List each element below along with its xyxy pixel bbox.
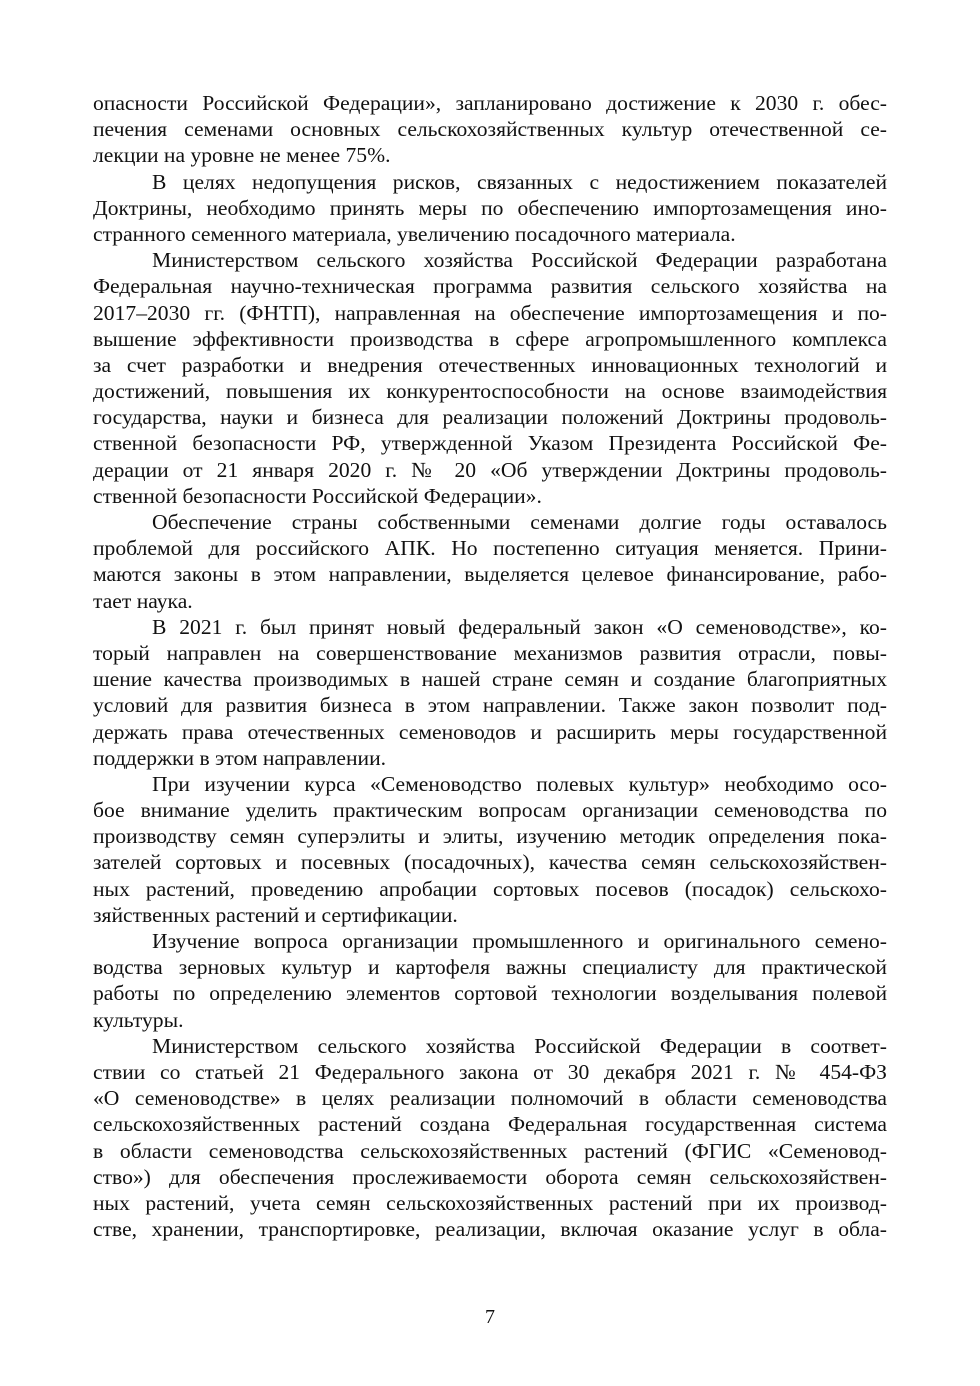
text-line: условий для развития бизнеса в этом направлении. Также закон позволит под- bbox=[93, 693, 887, 718]
paragraph bbox=[93, 90, 887, 169]
text-line: «О семеноводстве» в целях реализации полномочий в области семеноводства bbox=[93, 1086, 887, 1111]
text-line: шение качества производимых в нашей стране семян и создание благоприятных bbox=[93, 667, 887, 692]
text-line: сельскохозяйственных растений создана Федеральная государственная система bbox=[93, 1112, 887, 1137]
text-line: В 2021 г. был принят новый федеральный закон «О семеноводстве», ко- bbox=[152, 614, 887, 639]
paragraph bbox=[93, 169, 887, 248]
text-line: Министерством сельского хозяйства Российской Федерации в соответ- bbox=[152, 1033, 887, 1058]
text-line: Изучение вопроса организации промышленного и оригинального семено- bbox=[152, 929, 887, 953]
text-line: печения семенами основных сельскохозяйственных культур отечественной се- bbox=[93, 117, 887, 142]
text-line: ных растений, проведению апробации сортовых посевов (посадок) сельскохо- bbox=[93, 876, 887, 901]
text-line: Обеспечение страны собственными семенами долгие годы оставалось bbox=[152, 510, 887, 534]
text-line: ственной безопасности РФ, утвержденной Указом Президента Российской Фе- bbox=[93, 431, 887, 456]
text-line: При изучении курса «Семеноводство полевых культур» необходимо осо- bbox=[152, 771, 887, 796]
text-line: достижений, повышения их конкурентоспособности на основе взаимодействия bbox=[93, 379, 887, 404]
text-line: опасности Российской Федерации», запланировано достижение к 2030 г. обес- bbox=[93, 91, 887, 115]
body-text bbox=[93, 90, 887, 1242]
text-line: маются законы в этом направлении, выделяется целевое финансирование, рабо- bbox=[93, 562, 887, 587]
text-line: зяйственных растений и сертификации. bbox=[93, 902, 458, 927]
text-line: ственной безопасности Российской Федерации». bbox=[93, 483, 542, 508]
text-line: работы по определению элементов сортовой технологии возделывания полевой bbox=[93, 981, 887, 1006]
text-line: стве, хранении, транспортировке, реализации, включая оказание услуг в обла- bbox=[93, 1217, 887, 1242]
text-line: производству семян суперэлиты и элиты, изучению методик определения пока- bbox=[93, 824, 887, 849]
text-line: ных растений, учета семян сельскохозяйственных растений при их производ- bbox=[93, 1190, 887, 1215]
paragraph bbox=[93, 1033, 887, 1243]
paragraph bbox=[93, 509, 887, 614]
paragraph bbox=[93, 247, 887, 509]
text-line: водства зерновых культур и картофеля важны специалисту для практической bbox=[93, 955, 887, 980]
paragraph bbox=[93, 614, 887, 771]
text-line: бое внимание уделить практическим вопросам организации семеноводства по bbox=[93, 798, 887, 823]
text-line: тает наука. bbox=[93, 588, 193, 613]
text-line: за счет разработки и внедрения отечественных инновационных технологий и bbox=[93, 352, 887, 377]
text-line: проблемой для российского АПК. Но постепенно ситуация меняется. Прини- bbox=[93, 536, 887, 561]
text-line: лекции на уровне не менее 75%. bbox=[93, 143, 391, 168]
text-line: 2017–2030 гг. (ФНТП), направленная на обеспечение импортозамещения и по- bbox=[93, 300, 887, 325]
text-line: Доктрины, необходимо принять меры по обеспечению импортозамещения ино- bbox=[93, 195, 887, 220]
page-number: 7 bbox=[485, 1306, 495, 1328]
text-line: странного семенного материала, увеличению посадочного материала. bbox=[93, 221, 736, 246]
text-line: дерации от 21 января 2020 г. № 20 «Об утверждении Доктрины продоволь- bbox=[93, 457, 887, 482]
text-line: вышение эффективности производства в сфере агропромышленного комплекса bbox=[93, 326, 887, 351]
text-line: Министерством сельского хозяйства Российской Федерации разработана bbox=[152, 248, 887, 273]
paragraph bbox=[93, 928, 887, 1033]
text-line: ствии со статьей 21 Федерального закона от 30 декабря 2021 г. № 454-ФЗ bbox=[93, 1059, 887, 1084]
text-line: в области семеноводства сельскохозяйственных растений (ФГИС «Семеновод- bbox=[93, 1138, 887, 1163]
text-line: В целях недопущения рисков, связанных с недостижением показателей bbox=[152, 169, 887, 194]
text-line: торый направлен на совершенствование механизмов развития отрасли, повы- bbox=[93, 640, 887, 665]
text-line: держать права отечественных семеноводов и расширить меры государственной bbox=[93, 719, 887, 744]
paragraph bbox=[93, 771, 887, 928]
text-line: ство») для обеспечения прослеживаемости оборота семян сельскохозяйствен- bbox=[93, 1164, 887, 1189]
text-line: поддержки в этом направлении. bbox=[93, 745, 387, 770]
text-line: зателей сортовых и посевных (посадочных), качества семян сельскохозяйствен- bbox=[93, 850, 887, 875]
text-line: культуры. bbox=[93, 1007, 184, 1032]
text-line: Федеральная научно-техническая программа развития сельского хозяйства на bbox=[93, 274, 887, 299]
text-line: государства, науки и бизнеса для реализации положений Доктрины продоволь- bbox=[93, 405, 887, 430]
